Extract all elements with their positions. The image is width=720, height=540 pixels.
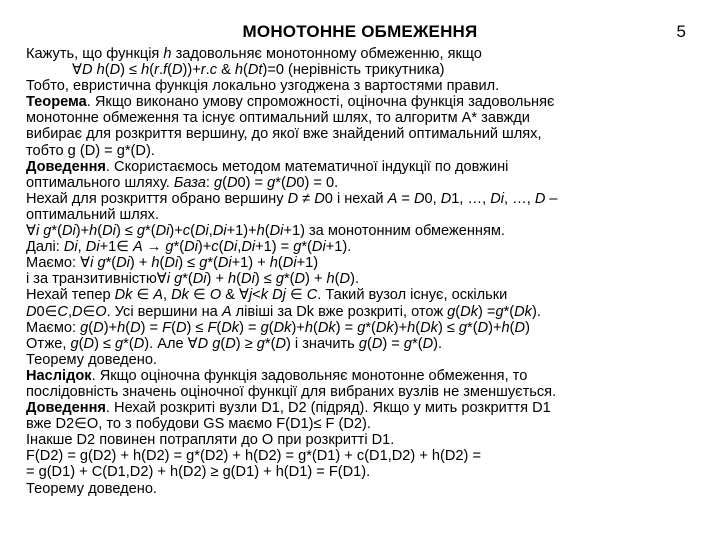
- text-line: вже D2∈O, то з побудови GS маємо F(D1)≤ F (D2).: [26, 416, 371, 433]
- text-line: Інакше D2 повинен потрапляти до O при розкритті D1.: [26, 432, 395, 449]
- text-line: монотонне обмеження та існує оптимальний шлях, то алгоритм А* завжди: [26, 110, 530, 127]
- text-line: оптимальний шлях.: [26, 206, 160, 223]
- text-line: Нехай для розкриття обрано вершину D ≠ D0 і нехай A = D0, D1, …, Di, …, D –: [26, 190, 558, 207]
- text-line: F(D2) = g(D2) + h(D2) = g*(D2) + h(D2) = g*(D1) + c(D1,D2) + h(D2) =: [26, 448, 481, 465]
- text-line: ∀i g*(Di)+h(Di) ≤ g*(Di)+c(Di,Di+1)+h(Di+1) за монотонним обмеженням.: [26, 223, 505, 240]
- text-line: Маємо: g(D)+h(D) = F(D) ≤ F(Dk) = g(Dk)+h(Dk) = g*(Dk)+h(Dk) ≤ g*(D)+h(D): [26, 319, 530, 336]
- page-number: 5: [676, 22, 686, 41]
- text-line: послідовність значень оціночної функції для вибраних вузлів не зменшується.: [26, 383, 557, 400]
- text-line: Отже, g(D) ≤ g*(D). Але ∀D g(D) ≥ g*(D) і значить g(D) = g*(D).: [26, 335, 443, 352]
- text-line: Наслідок. Якщо оціночна функція задовольняє монотонне обмеження, то: [26, 367, 528, 384]
- text-line: D0∈C,D∈O. Усі вершини на A лівіші за Dk вже розкриті, отож g(Dk) =g*(Dk).: [26, 303, 541, 320]
- text-line: Теорема. Якщо виконано умову спроможності, оціночна функція задовольняє: [26, 94, 555, 111]
- text-line: = g(D1) + C(D1,D2) + h(D2) ≥ g(D1) + h(D1) = F(D1).: [26, 464, 371, 481]
- text-line: тобто g (D) = g*(D).: [26, 142, 155, 159]
- slide-body: [26, 46, 698, 497]
- text-line: Тобто, евристична функція локально узгоджена з вартостями правил.: [26, 78, 500, 95]
- text-line: оптимального шляху. База: g(D0) = g*(D0) = 0.: [26, 174, 339, 191]
- text-line: Маємо: ∀i g*(Di) + h(Di) ≤ g*(Di+1) + h(Di+1): [26, 255, 319, 272]
- text-line: Доведення. Нехай розкриті вузли D1, D2 (підряд). Якщо у мить розкриття D1: [26, 400, 551, 417]
- text-line: Доведення. Скористаємось методом математичної індукції по довжині: [26, 158, 509, 175]
- text-line: Теорему доведено.: [26, 480, 157, 497]
- text-line: вибирає для розкриття вершину, до якої вже знайдений оптимальний шлях,: [26, 126, 542, 143]
- text-line: Нехай тепер Dk ∈ A, Dk ∈ O & ∀j<k Dj ∈ C. Такий вузол існує, оскільки: [26, 287, 508, 304]
- text-line: Кажуть, що функція h задовольняє монотонному обмеженню, якщо: [26, 46, 482, 62]
- text-line: ∀D h(D) ≤ h(r.f(D))+r.c & h(Dt)=0 (нерівність трикутника): [72, 62, 445, 79]
- page-title: МОНОТОННЕ ОБМЕЖЕННЯ: [242, 22, 478, 41]
- text-line: Теорему доведено.: [26, 351, 157, 368]
- text-line: Далі: Di, Di+1∈ A → g*(Di)+c(Di,Di+1) = g*(Di+1).: [26, 239, 352, 256]
- text-line: і за транзитивністю∀i g*(Di) + h(Di) ≤ g*(D) + h(D).: [26, 271, 360, 288]
